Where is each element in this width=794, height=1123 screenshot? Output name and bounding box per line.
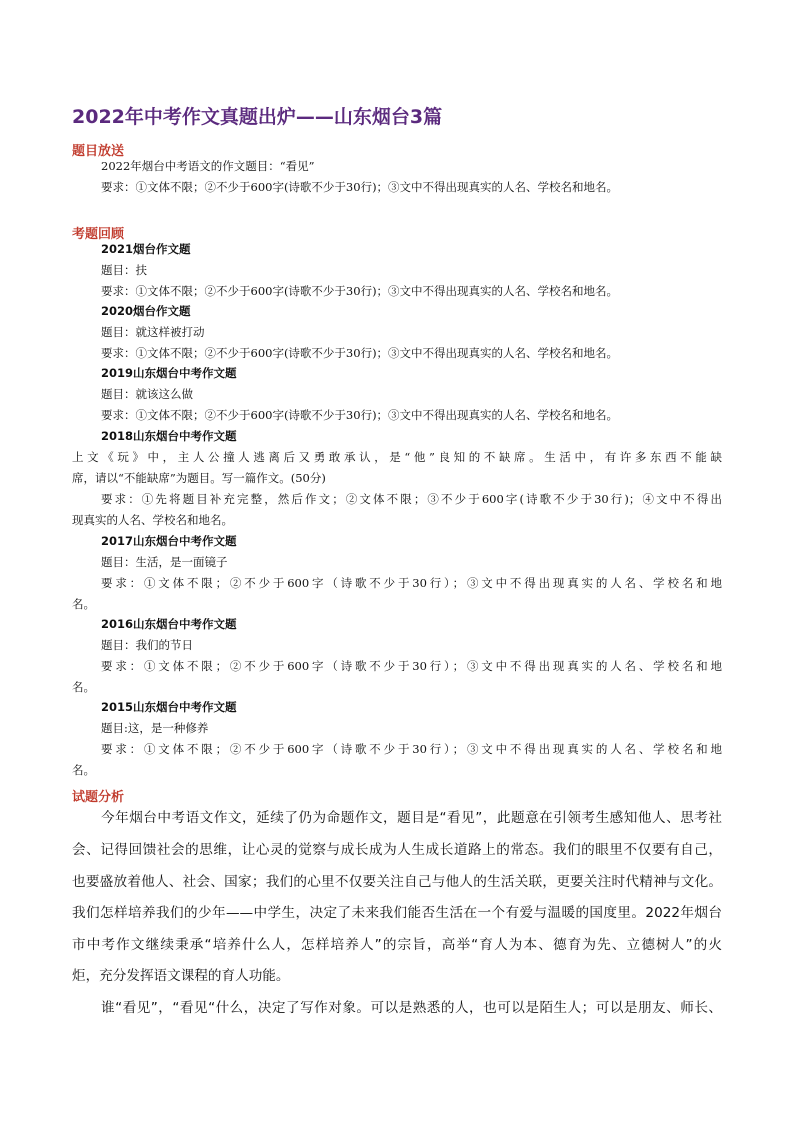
section-heading-topic: 题目放送	[72, 144, 125, 159]
paragraph-line: 我们怎样培养我们的少年——中学生，决定了未来我们能否生活在一个有爱与温暖的国度里。2022年烟台	[72, 905, 722, 921]
requirement-line: 要求：①文体不限；②不少于600字(诗歌不少于30行)；③文中不得出现真实的人名、学校名和地名。	[101, 346, 619, 360]
section-heading-review: 考题回顾	[72, 227, 125, 242]
topic-line: 题目：就该这么做	[101, 387, 193, 401]
requirement-line: 要求：①文体不限；②不少于600字（诗歌不少于30行）；③文中不得出现真实的人名、学校名和地	[101, 659, 722, 673]
requirement-line: 名。	[72, 680, 95, 694]
text-line: 2022年烟台中考语文的作文题目：“看见”	[101, 159, 315, 173]
document-title: 2022年中考作文真题出炉——山东烟台3篇	[72, 106, 443, 128]
paragraph-line: 也要盛放着他人、社会、国家；我们的心里不仅要关注自己与他人的生活关联，更要关注时代精神与文化。	[72, 874, 722, 890]
requirement-line: 要求：①文体不限；②不少于600字(诗歌不少于30行)；③文中不得出现真实的人名、学校名和地名。	[101, 284, 619, 298]
paragraph-line: 谁“看见”，“看见“什么，决定了写作对象。可以是熟悉的人，也可以是陌生人；可以是朋友、师长、	[101, 1000, 722, 1016]
year-heading-2016: 2016山东烟台中考作文题	[101, 617, 237, 631]
section-heading-analysis: 试题分析	[72, 790, 125, 805]
requirement-line: 要求：①文体不限；②不少于600字(诗歌不少于30行)；③文中不得出现真实的人名、学校名和地名。	[101, 408, 619, 422]
text-line: 要求：①文体不限；②不少于600字(诗歌不少于30行)；③文中不得出现真实的人名、学校名和地名。	[101, 180, 619, 194]
year-heading-2015: 2015山东烟台中考作文题	[101, 700, 237, 714]
year-heading-2017: 2017山东烟台中考作文题	[101, 534, 237, 548]
topic-line: 题目：生活，是一面镜子	[101, 555, 228, 569]
text-line: 席，请以“不能缺席”为题目。写一篇作文。(50分)	[72, 471, 326, 485]
topic-line: 题目：我们的节日	[101, 638, 193, 652]
requirement-line: 名。	[72, 597, 95, 611]
requirement-line: 要求：①文体不限；②不少于600字（诗歌不少于30行）；③文中不得出现真实的人名、学校名和地	[101, 576, 722, 590]
topic-line: 题目：扶	[101, 263, 147, 277]
requirement-line: 要求：①文体不限；②不少于600字（诗歌不少于30行）；③文中不得出现真实的人名、学校名和地	[101, 742, 722, 756]
paragraph-line: 市中考作文继续秉承“培养什么人，怎样培养人”的宗旨，高举“育人为本、德育为先、立德树人”的火	[72, 937, 722, 953]
year-heading-2019: 2019山东烟台中考作文题	[101, 366, 237, 380]
text-line: 上文《玩》中，主人公撞人逃离后又勇敢承认，是“他”良知的不缺席。生活中，有许多东西不能缺	[72, 450, 722, 464]
paragraph-line: 会、记得回馈社会的思维，让心灵的觉察与成长成为人生成长道路上的常态。我们的眼里不仅要有自己，	[72, 842, 722, 858]
paragraph-line: 今年烟台中考语文作文，延续了仍为命题作文，题目是“看见”，此题意在引领考生感知他人、思考社	[101, 810, 722, 826]
requirement-line: 名。	[72, 763, 95, 777]
paragraph-line: 炬，充分发挥语文课程的育人功能。	[72, 968, 290, 984]
requirement-line: 现真实的人名、学校名和地名。	[72, 513, 233, 527]
requirement-line: 要求：①先将题目补充完整，然后作文；②文体不限；③不少于600字(诗歌不少于30行)；④文中不得出	[101, 492, 722, 506]
year-heading-2021: 2021烟台作文题	[101, 242, 191, 256]
year-heading-2018: 2018山东烟台中考作文题	[101, 429, 237, 443]
year-heading-2020: 2020烟台作文题	[101, 304, 191, 318]
topic-line: 题目：就这样被打动	[101, 325, 205, 339]
topic-line: 题目:这，是一种修养	[101, 721, 209, 735]
